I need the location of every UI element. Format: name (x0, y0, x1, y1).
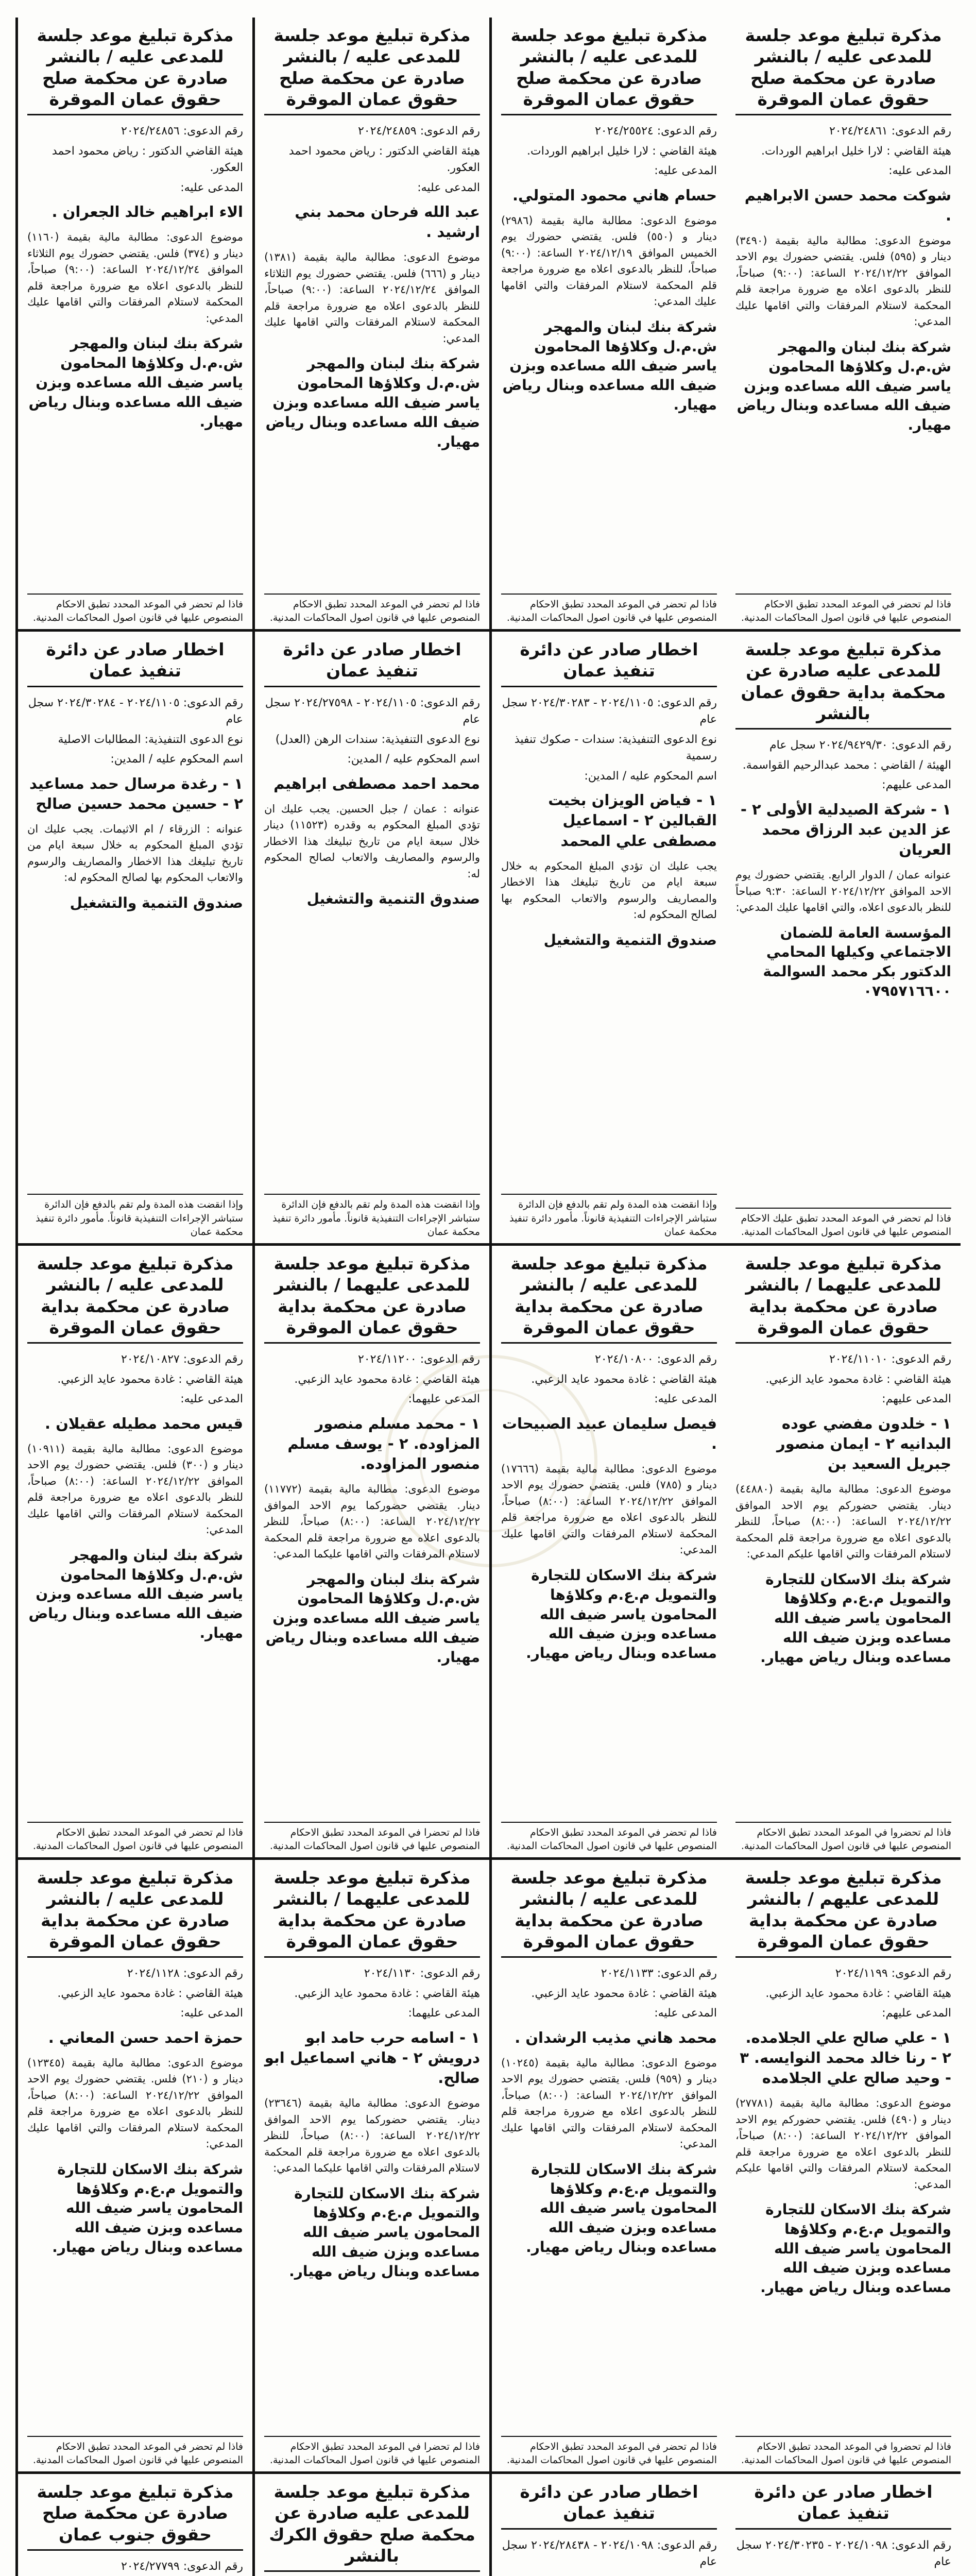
notice-card (726, 1860, 961, 2471)
notice-body: موضوع الدعوى: مطالبة مالية بقيمة (١٠٩١١) دينار و (٣٠٠) فلس. يقتضي حضورك يوم الاحد الموافق ٢٠٢٤/١٢/٢٢ الساعة: (٨:٠٠) صباحاً، للنظر بالدعوى اعلاه مع ضرورة مراجعة قلم المحكمة لاستلام المرفقات والتي اقامها عليك المدعي: (27, 1442, 243, 1536)
notice-body: عنوانه : الزرقاء / ام الاثيمات. يجب عليك ان تؤدي المبلغ المحكوم به خلال سبعة ايام من تاريخ تبليغك هذا الاخطار والمصاريف والرسوم والاتعاب المحكوم بها لصالح المحكوم له: (27, 822, 243, 884)
notice-title: اخطار صادر عن دائرة تنفيذ عمان (501, 639, 717, 687)
notice-body: موضوع الدعوى: مطالبة مالية بقيمة (٢٩٨٦) دينار و (٥٥٠) فلس. يقتضي حضورك يوم الخميس الموافق ٢٠٢٤/١٢/١٩ الساعة: (٩:٠٠) صباحاً، للنظر بالدعوى اعلاه مع ضرورة مراجعة قلم المحكمة لاستلام المرفقات والتي اقامها عليك المدعي: (501, 214, 717, 308)
defendant-name: ١ - شركة الصيدلية الأولى ٢ - عز الدين عبد الرزاق محمد العريان (740, 800, 951, 858)
notice-footer: فاذا لم تحضروا في الموعد المحدد تطبق الاحكام المنصوص عليها في قانون اصول المحاكمات المدنية. (735, 1822, 951, 1853)
plaintiff-name: شركة بنك لبنان والمهجر ش.م.ل وكلاؤها المحامون ياسر ضيف الله مساعده وبزن ضيف الله مساعده وبنال رياض مهيار. (28, 1546, 243, 1641)
case-number: رقم الدعوى: ٢٠٢٤/٢٧٧٩٩ (121, 2560, 243, 2573)
notice-footer: وإذا انقضت هذه المدة ولم تقم بالدفع فإن الدائرة ستباشر الإجراءات التنفيذية قانوناً. مأمور دائرة تنفيذ محكمة عمان (501, 1194, 717, 1239)
notice-title: مذكرة تبليغ موعد جلسة للمدعى عليه صادرة عن محكمة صلح حقوق الكرك بالنشر (264, 2481, 480, 2572)
case-number: رقم الدعوى: ٢٠٢٤/١١٣٠ (364, 1967, 480, 1980)
defendant-name: عبد الله فرحان محمد بني ارشيد . (295, 203, 480, 241)
creditor-name: صندوق التنمية والتشغيل (306, 890, 480, 908)
notice-footer: فاذا لم تحضر في الموعد المحدد تطبق عليك الاحكام المنصوص عليها في قانون اصول المحاكمات المدنية. (735, 1208, 951, 1239)
notice-card (15, 18, 252, 629)
defendant-label: المدعى عليه: (180, 2007, 243, 2020)
plaintiff-name: شركة بنك الاسكان للتجارة والتمويل م.ع.م وكلاؤها المحامون ياسر ضيف الله مساعده وبزن ضيف الله مساعده وبنال رياض مهيار. (52, 2160, 243, 2256)
defendant-label: المدعى عليه: (180, 1393, 243, 1406)
notice-footer: فاذا لم تحضرا في الموعد المحدد تطبق الاحكام المنصوص عليها في قانون اصول المحاكمات المدنية. (264, 1822, 480, 1853)
debtor-name: ١ - فياض الويزان بخيت القبالين ٢ - اسماعيل مصطفى علي المحمد (548, 791, 717, 850)
notice-title: اخطار صادر عن دائرة تنفيذ عمان (264, 639, 480, 687)
notice-title: مذكرة تبليغ موعد جلسة للمدعى عليه / بالنشر صادرة عن محكمة صلح حقوق عمان الموقرة (27, 25, 243, 115)
plaintiff-name: شركة بنك الاسكان للتجارة والتمويل م.ع.م وكلاؤها المحامون ياسر ضيف الله مساعده وبزن ضيف الله مساعده وبنال رياض مهيار. (760, 2201, 951, 2296)
case-number: رقم الدعوى: ٢٠٢٤/١٠٨٢٧ (121, 1353, 243, 1366)
notice-body: موضوع الدعوى: مطالبة مالية بقيمة (٢٧٧٨١) دينار و (٤٩٠) فلس. يقتضي حضوركم يوم الاحد الموافق ٢٠٢٤/١٢/٢٢ الساعة: (٨:٠٠) صباحاً، للنظر بالدعوى اعلاه مع ضرورة مراجعة قلم المحكمة لاستلام المرفقات والتي اقامها عليكم المدعي: (735, 2097, 951, 2191)
defendant-name: ١ - خلدون مفضي عوده البدانيه ٢ - ايمان منصور جبريل السعيد بن (777, 1414, 951, 1472)
notice-body: موضوع الدعوى: مطالبة مالية بقيمة (١١٦٠) دينار و (٣٧٤) فلس. يقتضي حضورك يوم الثلاثاء الموافق ٢٠٢٤/١٢/٢٤ الساعة: (٩:٠٠) صباحاً، للنظر بالدعوى اعلاه مع ضرورة مراجعة قلم المحكمة لاستلام المرفقات والتي اقامها عليك المدعي: (27, 231, 243, 325)
notice-card (252, 18, 489, 629)
defendant-name: فيصل سليمان عبيد الصبيحات . (502, 1414, 717, 1452)
notice-card (489, 1860, 726, 2471)
notice-body: موضوع الدعوى: مطالبة مالية بقيمة (١١٧٧٢) دينار. يقتضي حضوركما يوم الاحد الموافق ٢٠٢٤/١٢/٢٢ الساعة: (٨:٠٠) صباحاً، للنظر بالدعوى اعلاه مع ضرورة مراجعة قلم المحكمة لاستلام المرفقات والتي اقامها عليكما المدعي: (264, 1483, 480, 1561)
notice-body: موضوع الدعوى: مطالبة مالية بقيمة (١٢٣٤٥) دينار و (٢١٠) فلس. يقتضي حضورك يوم الاحد الموافق ٢٠٢٤/١٢/٢٢ الساعة: (٨:٠٠) صباحاً، للنظر بالدعوى اعلاه مع ضرورة مراجعة قلم المحكمة لاستلام المرفقات والتي اقامها عليك المدعي: (27, 2056, 243, 2150)
notice-body: موضوع الدعوى: مطالبة مالية بقيمة (٢٣٦٤٦) دينار. يقتضي حضوركما يوم الاحد الموافق ٢٠٢٤/١٢/٢٢ الساعة: (٨:٠٠) صباحاً، للنظر بالدعوى اعلاه مع ضرورة مراجعة قلم المحكمة لاستلام المرفقات والتي اقامها عليكما المدعي: (264, 2097, 480, 2175)
notice-card (252, 1860, 489, 2471)
notice-card (726, 1246, 961, 1857)
defendant-label: المدعى عليه: (417, 181, 480, 194)
judge-line: هيئة القاضي : غادة محمود عايد الزعبي. (57, 1372, 243, 1386)
plaintiff-name: المؤسسة العامة للضمان الاجتماعي وكيلها المحامي الدكتور بكر محمد السوالمة ٠٧٩٥٧١٦٦٠٠ (763, 924, 951, 999)
notice-title: مذكرة تبليغ موعد جلسة للمدعى عليهما / بالنشر صادرة عن محكمة بداية حقوق عمان الموقرة (264, 1253, 480, 1344)
notice-title: مذكرة تبليغ موعد جلسة للمدعى عليهم / بالنشر صادرة عن محكمة بداية حقوق عمان الموقرة (735, 1867, 951, 1958)
creditor-name: صندوق التنمية والتشغيل (70, 894, 243, 911)
debtor-label: اسم المحكوم عليه / المدين: (584, 769, 717, 783)
notice-footer: فاذا لم تحضر في الموعد المحدد تطبق الاحكام المنصوص عليها في قانون اصول المحاكمات المدنية. (27, 1822, 243, 1853)
defendant-label: المدعى عليه: (180, 181, 243, 194)
notices-row-4 (15, 1860, 961, 2474)
debtor-label: اسم المحكوم عليه / المدين: (347, 753, 480, 766)
case-number: رقم الدعوى: ٢٠٢٤/٩٤٢٩/٣٠ سجل عام (769, 739, 951, 752)
judge-line: الهيئة / القاضي : محمد عبدالرحيم القواسمة. (742, 758, 951, 772)
notice-title: اخطار صادر عن دائرة تنفيذ عمان (27, 639, 243, 687)
plaintiff-name: شركة بنك لبنان والمهجر ش.م.ل وكلاؤها المحامون ياسر ضيف الله مساعده وبزن ضيف الله مساعده وبنال رياض مهيار. (502, 318, 717, 413)
case-type: نوع الدعوى التنفيذية: المطالبات الاصلية (58, 733, 243, 746)
notice-footer: وإذا انقضت هذه المدة ولم تقم بالدفع فإن الدائرة ستباشر الإجراءات التنفيذية قانوناً. مأمور دائرة تنفيذ محكمة عمان (264, 1194, 480, 1239)
case-number: رقم الدعوى: ٢٠٢٤/١١٢٠٠ (357, 1353, 480, 1366)
notice-card (489, 18, 726, 629)
case-number: رقم الدعوى: ٢٠٢٤/١١٢٨ (127, 1967, 243, 1980)
notice-footer: فاذا لم تحضر في الموعد المحدد تطبق الاحكام المنصوص عليها في قانون اصول المحاكمات المدنية. (501, 594, 717, 625)
notice-title: اخطار صادر عن دائرة تنفيذ عمان (735, 2481, 951, 2530)
defendant-name: حسام هاني محمود المتولي. (512, 186, 717, 204)
defendant-label: المدعى عليه: (654, 2007, 717, 2020)
debtor-label: اسم المحكوم عليه / المدين: (110, 753, 243, 766)
case-number: رقم الدعوى: ٢٠٢٤/١٠٩٨ - ٢٠٢٤/٣٠٢٣٥ سجل عام (736, 2538, 951, 2569)
judge-line: هيئة القاضي : غادة محمود عايد الزعبي. (765, 1372, 951, 1386)
case-number: رقم الدعوى: ٢٠٢٤/١١٠١٠ (829, 1353, 951, 1366)
notice-card (252, 1246, 489, 1857)
notice-card (252, 632, 489, 1243)
creditor-name: صندوق التنمية والتشغيل (543, 931, 717, 948)
notice-title: مذكرة تبليغ موعد جلسة للمدعى عليه / بالنشر صادرة عن محكمة صلح حقوق عمان الموقرة (735, 25, 951, 115)
notice-card (15, 632, 252, 1243)
notice-title: مذكرة تبليغ موعد جلسة للمدعى عليه / بالنشر صادرة عن محكمة بداية حقوق عمان الموقرة (501, 1867, 717, 1958)
judge-line: هيئة القاضي الدكتور : رياض محمود احمد العكور. (288, 144, 480, 175)
notice-body: موضوع الدعوى: مطالبة مالية بقيمة (١٧٦٦٦) دينار و (٧٨٥) فلس. يقتضي حضورك يوم الاحد الموافق ٢٠٢٤/١٢/٢٢ الساعة: (٨:٠٠) صباحاً، للنظر بالدعوى اعلاه مع ضرورة مراجعة قلم المحكمة لاستلام المرفقات والتي اقامها عليك المدعي: (501, 1462, 717, 1556)
case-type: نوع الدعوى التنفيذية: سندات - صكوك تنفيذ رسمية (514, 733, 717, 763)
case-number: رقم الدعوى: ٢٠٢٤/١٠٨٠٠ (594, 1353, 717, 1366)
notice-body: يجب عليك ان تؤدي المبلغ المحكوم به خلال سبعة ايام من تاريخ تبليغك هذا الاخطار والمصاريف والرسوم والاتعاب المحكوم بها لصالح المحكوم له: (501, 859, 717, 921)
case-number: رقم الدعوى: ٢٠٢٤/٢٥٥٢٤ (594, 125, 717, 138)
notice-body: موضوع الدعوى: مطالبة مالية بقيمة (١٣٨١) دينار و (٦٦٦) فلس. يقتضي حضورك يوم الثلاثاء الموافق ٢٠٢٤/١٢/٢٤ الساعة: (٩:٠٠) صباحاً، للنظر بالدعوى اعلاه مع ضرورة مراجعة قلم المحكمة لاستلام المرفقات والتي اقامها عليك المدعي: (264, 251, 480, 345)
defendant-label: المدعى عليه: (654, 1393, 717, 1406)
judge-line: هيئة القاضي : غادة محمود عايد الزعبي. (531, 1987, 717, 2000)
notice-footer: فاذا لم تحضر في الموعد المحدد تطبق الاحكام المنصوص عليها في قانون اصول المحاكمات المدنية. (27, 594, 243, 625)
case-number: رقم الدعوى: ٢٠٢٤/١١٠٥ - ٢٠٢٤/٣٠٢٨٣ سجل عام (502, 696, 717, 726)
notice-footer: فاذا لم تحضر في الموعد المحدد تطبق الاحكام المنصوص عليها في قانون اصول المحاكمات المدنية. (735, 594, 951, 625)
judge-line: هيئة القاضي : غادة محمود عايد الزعبي. (531, 1372, 717, 1386)
case-number: رقم الدعوى: ٢٠٢٤/١١٩٩ (835, 1967, 951, 1980)
plaintiff-name: شركة بنك الاسكان للتجارة والتمويل م.ع.م وكلاؤها المحامون ياسر ضيف الله مساعده وبزن ضيف الله مساعده وبنال رياض مهيار. (526, 2160, 717, 2256)
notice-card (15, 2474, 252, 2576)
notice-title: مذكرة تبليغ موعد جلسة للمدعى عليه / بالنشر صادرة عن محكمة بداية حقوق عمان الموقرة (501, 1253, 717, 1344)
notice-title: مذكرة تبليغ موعد جلسة للمدعى عليه / بالنشر صادرة عن محكمة بداية حقوق عمان الموقرة (27, 1253, 243, 1344)
case-number: رقم الدعوى: ٢٠٢٤/١١٠٥ - ٢٠٢٤/٢٧٥٩٨ سجل عام (265, 696, 480, 726)
notice-body: موضوع الدعوى: مطالبة مالية بقيمة (٣٤٩٠) دينار و (٥٩٥) فلس. يقتضي حضورك يوم الاحد الموافق ٢٠٢٤/١٢/٢٢ الساعة: (٩:٠٠) صباحاً، للنظر بالدعوى اعلاه مع ضرورة مراجعة قلم المحكمة لاستلام المرفقات والتي اقامها عليك المدعي: (735, 234, 951, 328)
case-number: رقم الدعوى: ٢٠٢٤/١١٣٣ (601, 1967, 717, 1980)
case-number: رقم الدعوى: ٢٠٢٤/١٠٩٨ - ٢٠٢٤/٢٨٤٣٨ سجل عام (502, 2538, 717, 2569)
notice-card (726, 2474, 961, 2576)
case-type: نوع الدعوى التنفيذية: سندات الرهن (العدل) (275, 733, 480, 746)
case-number: رقم الدعوى: ٢٠٢٤/٢٤٨٥٩ (357, 125, 480, 138)
notice-footer: فاذا لم تحضروا في الموعد المحدد تطبق الاحكام المنصوص عليها في قانون اصول المحاكمات المدنية. (735, 2436, 951, 2467)
defendant-name: ١ - محمد مسلم منصور المزاوده. ٢ - يوسف مسلم منصور المزاوده. (287, 1414, 480, 1472)
notice-card (726, 632, 961, 1243)
notices-row-1 (15, 18, 961, 632)
case-number: رقم الدعوى: ٢٠٢٤/٢٤٨٥٦ (121, 125, 243, 138)
notice-title: اخطار صادر عن دائرة تنفيذ عمان (501, 2481, 717, 2530)
defendant-name: ١ - علي صالح علي الجلامده. ٢ - رنا خالد محمد النوايسه. ٣ - وحيد صالح علي الجلامده (740, 2028, 951, 2087)
defendant-label: المدعى عليهما: (408, 1393, 480, 1406)
plaintiff-name: شركة بنك لبنان والمهجر ش.م.ل وكلاؤها المحامون ياسر ضيف الله مساعده وبزن ضيف الله مساعده وبنال رياض مهيار. (265, 355, 480, 450)
judge-line: هيئة القاضي : لارا خليل ابراهيم الوردات. (761, 144, 951, 158)
notice-title: مذكرة تبليغ موعد جلسة للمدعى عليه / بالنشر صادرة عن محكمة صلح حقوق عمان الموقرة (501, 25, 717, 115)
case-number: رقم الدعوى: ٢٠٢٤/٢٤٨٦١ (829, 125, 951, 138)
notice-title: مذكرة تبليغ موعد جلسة للمدعى عليه / بالنشر صادرة عن محكمة بداية حقوق عمان الموقرة (27, 1867, 243, 1958)
defendant-name: قيس محمد مطيله عقيلان . (44, 1414, 243, 1432)
defendant-label: المدعى عليه: (654, 164, 717, 178)
notice-card (726, 18, 961, 629)
defendant-label: المدعى عليهم: (882, 778, 951, 792)
defendant-name: محمد هاني مذيب الرشدان . (515, 2028, 717, 2046)
defendant-label: المدعى عليه: (888, 164, 951, 178)
notice-card (489, 2474, 726, 2576)
defendant-name: ١ - اسامه حرب حامد ابو درويش ٢ - هاني اسماعيل ابو صالح. (264, 2028, 480, 2087)
plaintiff-name: شركة بنك الاسكان للتجارة والتمويل م.ع.م وكلاؤها المحامون ياسر ضيف الله مساعده وبزن ضيف الله مساعده وبنال رياض مهيار. (289, 2184, 480, 2280)
judge-line: هيئة القاضي : غادة محمود عايد الزعبي. (765, 1987, 951, 2000)
plaintiff-name: شركة بنك لبنان والمهجر ش.م.ل وكلاؤها المحامون ياسر ضيف الله مساعده وبزن ضيف الله مساعده وبنال رياض مهيار. (737, 338, 951, 434)
notice-card (15, 1246, 252, 1857)
notice-footer: فاذا لم تحضرا في الموعد المحدد تطبق الاحكام المنصوص عليها في قانون اصول المحاكمات المدنية. (264, 2436, 480, 2467)
plaintiff-name: شركة بنك الاسكان للتجارة والتمويل م.ع.م وكلاؤها المحامون ياسر ضيف الله مساعده وبزن ضيف الله مساعده وبنال رياض مهيار. (526, 1566, 717, 1662)
debtor-name: ١ - رغدة مرسال حمد مساعيد ٢ - حسين محمد حسين صالح (29, 774, 243, 812)
plaintiff-name: شركة بنك لبنان والمهجر ش.م.ل وكلاؤها المحامون ياسر ضيف الله مساعده وبزن ضيف الله مساعده وبنال رياض مهيار. (28, 335, 243, 430)
case-number: رقم الدعوى: ٢٠٢٤/١١٠٥ - ٢٠٢٤/٣٠٢٨٤ سجل عام (28, 696, 243, 726)
notices-grid (15, 18, 961, 2576)
notice-footer: وإذا انقضت هذه المدة ولم تقم بالدفع فإن الدائرة ستباشر الإجراءات التنفيذية قانوناً. مأمور دائرة تنفيذ محكمة عمان (27, 1194, 243, 1239)
notice-footer: فاذا لم تحضر في الموعد المحدد تطبق الاحكام المنصوص عليها في قانون اصول المحاكمات المدنية. (27, 2436, 243, 2467)
case-type (501, 2574, 717, 2576)
notice-body: عنوانه عمان / الدوار الرابع. يقتضي حضورك يوم الاحد الموافق ٢٠٢٤/١٢/٢٢ الساعة: ٩:٣٠ صباحاً للنظر بالدعوى اعلاه، والتي اقامها عليك المدعي: (735, 869, 951, 914)
notice-title: مذكرة تبليغ موعد جلسة للمدعى عليهما / بالنشر صادرة عن محكمة بداية حقوق عمان الموقرة (735, 1253, 951, 1344)
notice-title: مذكرة تبليغ موعد جلسة صادرة عن محكمة صلح حقوق جنوب عمان (27, 2481, 243, 2551)
notice-footer: فاذا لم تحضر في الموعد المحدد تطبق الاحكام المنصوص عليها في قانون اصول المحاكمات المدنية. (264, 594, 480, 625)
judge-line: هيئة القاضي : غادة محمود عايد الزعبي. (294, 1372, 480, 1386)
notice-body: عنوانه : عمان / جبل الحسين. يجب عليك ان تؤدي المبلغ المحكوم به وقدره (١١٥٢٣) دينار خلال سبعة ايام من تاريخ تبليغك هذا الاخطار والرسوم والمصاريف والاتعاب لصالح المحكوم له: (264, 802, 481, 880)
judge-line: هيئة القاضي : لارا خليل ابراهيم الوردات. (527, 144, 717, 158)
notices-row-5 (15, 2474, 961, 2576)
case-type (735, 2574, 951, 2576)
defendant-name: شوكت محمد حسن الابراهيم . (744, 186, 951, 224)
judge-line: هيئة القاضي : غادة محمود عايد الزعبي. (57, 1987, 243, 2000)
notice-title: مذكرة تبليغ موعد جلسة للمدعى عليهما / بالنشر صادرة عن محكمة بداية حقوق عمان الموقرة (264, 1867, 480, 1958)
notices-row-2 (15, 632, 961, 1246)
plaintiff-name: شركة بنك الاسكان للتجارة والتمويل م.ع.م وكلاؤها المحامون ياسر ضيف الله مساعده وبزن ضيف الله مساعده وبنال رياض مهيار. (760, 1570, 951, 1666)
notice-title: مذكرة تبليغ موعد جلسة للمدعى عليه صادرة عن محكمة بداية حقوق عمان بالنشر (735, 639, 951, 730)
judge-line: هيئة القاضي : غادة محمود عايد الزعبي. (294, 1987, 480, 2000)
notice-card (252, 2474, 489, 2576)
defendant-label: المدعى عليهم: (882, 2007, 951, 2020)
plaintiff-name: شركة بنك لبنان والمهجر ش.م.ل وكلاؤها المحامون ياسر ضيف الله مساعده وبزن ضيف الله مساعده وبنال رياض مهيار. (265, 1570, 480, 1666)
defendant-label: المدعى عليهم: (882, 1393, 951, 1406)
judge-line: هيئة القاضي الدكتور : رياض محمود احمد العكور. (52, 144, 243, 175)
notice-body: موضوع الدعوى: مطالبة مالية بقيمة (٤٤٨٨٠) دينار. يقتضي حضوركم يوم الاحد الموافق ٢٠٢٤/١٢/٢٢ الساعة: (٨:٠٠) صباحاً، للنظر بالدعوى اعلاه مع ضرورة مراجعة قلم المحكمة لاستلام المرفقات والتي اقامها عليكم المدعي: (735, 1483, 951, 1561)
debtor-name: محمد احمد مصطفى ابراهيم (273, 774, 480, 792)
defendant-name: الاء ابراهيم خالد الجعران . (52, 203, 243, 221)
notices-row-3 (15, 1246, 961, 1860)
defendant-label: المدعى عليهما: (408, 2007, 480, 2020)
notice-card (489, 1246, 726, 1857)
notice-card (489, 632, 726, 1243)
notice-body: موضوع الدعوى: مطالبة مالية بقيمة (١٠٢٤٥) دينار و (٩٥٩) فلس. يقتضي حضورك يوم الاحد الموافق ٢٠٢٤/١٢/٢٢ الساعة: (٨:٠٠) صباحاً، للنظر بالدعوى اعلاه مع ضرورة مراجعة قلم المحكمة لاستلام المرفقات والتي اقامها عليك المدعي: (501, 2056, 717, 2150)
notice-card (15, 1860, 252, 2471)
defendant-name: حمزة احمد حسن المعاني . (48, 2028, 243, 2046)
notice-title: مذكرة تبليغ موعد جلسة للمدعى عليه / بالنشر صادرة عن محكمة صلح حقوق عمان الموقرة (264, 25, 480, 115)
notice-footer: فاذا لم تحضر في الموعد المحدد تطبق الاحكام المنصوص عليها في قانون اصول المحاكمات المدنية. (501, 1822, 717, 1853)
notice-footer: فاذا لم تحضر في الموعد المحدد تطبق الاحكام المنصوص عليها في قانون اصول المحاكمات المدنية. (501, 2436, 717, 2467)
